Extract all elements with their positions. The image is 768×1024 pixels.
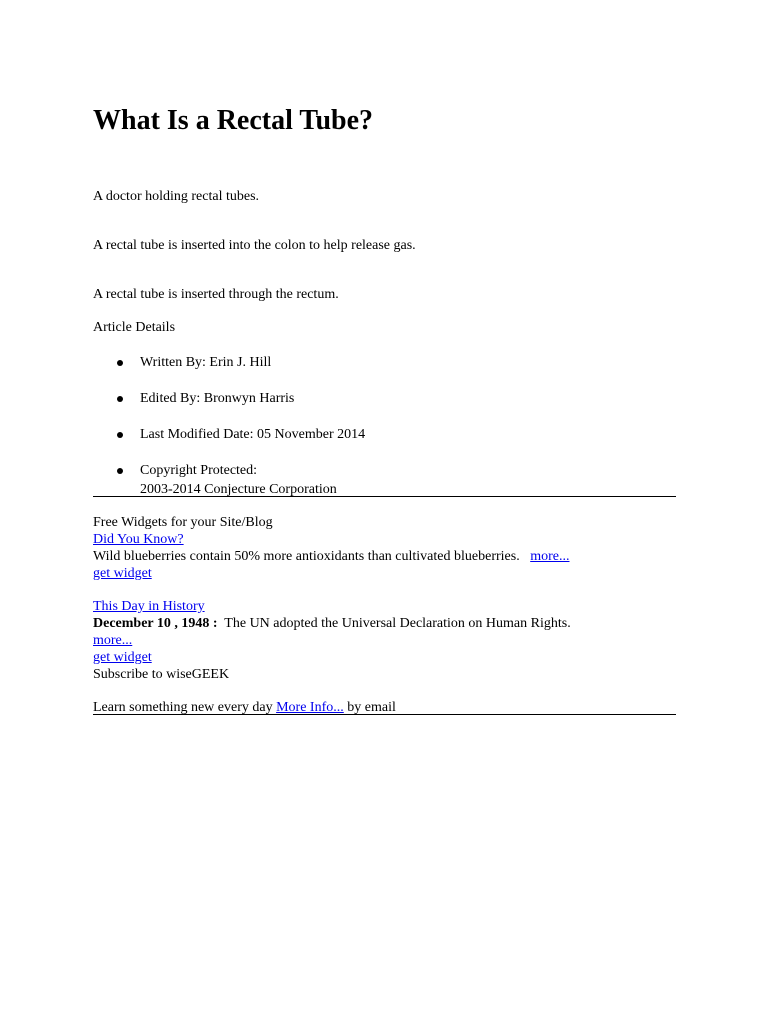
- image-caption: A doctor holding rectal tubes.: [93, 189, 260, 204]
- did-you-know-fact: [93, 548, 569, 565]
- detail-modified-date: Last Modified Date: 05 November 2014: [140, 427, 366, 442]
- detail-copyright: Copyright Protected:: [140, 463, 258, 478]
- subscribe-heading: Subscribe to wiseGEEK: [93, 667, 230, 682]
- this-day-in-history-link[interactable]: This Day in History: [93, 599, 205, 614]
- did-you-know-link[interactable]: Did You Know?: [93, 532, 184, 547]
- article-details-heading: Article Details: [93, 320, 176, 335]
- detail-editor: Edited By: Bronwyn Harris: [140, 391, 295, 406]
- history-event-text: The UN adopted the Universal Declaration on Human Rights.: [224, 616, 571, 631]
- copyright-line: 2003-2014 Conjecture Corporation: [140, 482, 337, 497]
- this-day-more-link[interactable]: more...: [93, 633, 133, 648]
- fact-text: Wild blueberries contain 50% more antioxidants than cultivated blueberries.: [93, 549, 520, 564]
- did-you-know-get-widget-link[interactable]: get widget: [93, 566, 152, 581]
- divider: [93, 496, 676, 497]
- subscribe-email-text: by email: [347, 700, 396, 715]
- image-caption: A rectal tube is inserted into the colon to help release gas.: [93, 238, 416, 253]
- bullet-icon: [117, 360, 123, 366]
- detail-author: Written By: Erin J. Hill: [140, 355, 272, 370]
- bullet-icon: [117, 396, 123, 402]
- bullet-icon: [117, 432, 123, 438]
- subscribe-text: Learn something new every day: [93, 700, 273, 715]
- bullet-icon: [117, 468, 123, 474]
- image-caption: A rectal tube is inserted through the rectum.: [93, 287, 339, 302]
- this-day-event: [93, 615, 571, 632]
- widgets-heading: Free Widgets for your Site/Blog: [93, 515, 273, 530]
- did-you-know-more-link[interactable]: more...: [530, 549, 570, 564]
- this-day-get-widget-link[interactable]: get widget: [93, 650, 152, 665]
- more-info-link[interactable]: More Info...: [276, 700, 344, 715]
- history-date: December 10 , 1948 :: [93, 616, 218, 631]
- page-title: What Is a Rectal Tube?: [93, 105, 374, 136]
- divider: [93, 714, 676, 715]
